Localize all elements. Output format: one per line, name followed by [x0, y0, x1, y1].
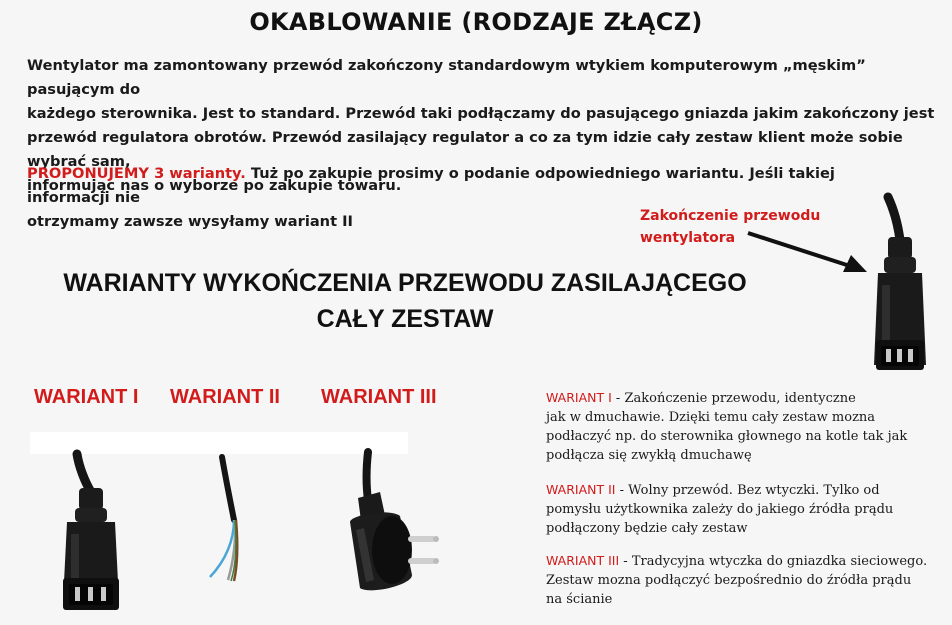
- variants-heading-line: WARIANTY WYKOŃCZENIA PRZEWODU ZASILAJĄCEGO: [63, 269, 747, 297]
- intro-line: informując nas o wyborze po zakupie towaru.: [27, 177, 402, 194]
- variant-1-description-label: WARIANT I: [546, 390, 612, 405]
- variant-3-description: [546, 551, 927, 609]
- proposal-line-2: otrzymamy zawsze wysyłamy wariant II: [27, 213, 353, 230]
- intro-line: Wentylator ma zamontowany przewód zakończony standardowym wtykiem komputerowym „męskim” pasującym do: [27, 57, 866, 98]
- variant-1-connector-image: [55, 452, 135, 617]
- variant-3-plug-image: [330, 450, 450, 600]
- intro-line: przewód regulatora obrotów. Przewód zasilający regulator a co za tym idzie cały zestaw klient może sobie wybrać sam,: [27, 129, 903, 170]
- variant-3-description-label: WARIANT III: [546, 553, 620, 568]
- variant-3-label: WARIANT III: [321, 386, 437, 408]
- description-line: podłaczyć np. do sterownika głownego na kotle tak jak: [546, 429, 908, 444]
- page-title: OKABLOWANIE (RODZAJE ZŁĄCZ): [249, 8, 703, 36]
- description-line: Zestaw mozna podłączyć bezpośrednio do źródła prądu: [546, 573, 912, 588]
- iec-connector-image: [860, 195, 940, 390]
- variants-heading-line: CAŁY ZESTAW: [316, 305, 494, 333]
- variant-2-description-label: WARIANT II: [546, 482, 616, 497]
- description-line: podłącza się zwykłą dmuchawę: [546, 448, 752, 463]
- description-line: pomysłu użytkownika zależy do jakiego źródła prądu: [546, 502, 894, 517]
- proposal-text: Tuż po zakupie prosimy o podanie odpowiedniego wariantu. Jeśli takiej informacji nie: [27, 165, 835, 206]
- proposal-line-1: [27, 162, 907, 210]
- variant-1-description: [546, 388, 907, 465]
- description-line: - Wolny przewód. Bez wtyczki. Tylko od: [615, 483, 880, 498]
- variant-2-description: [546, 480, 893, 538]
- fan-label-line: Zakończenie przewodu: [640, 208, 821, 224]
- variant-2-bare-wire-image: [200, 455, 260, 585]
- variant-2-label: WARIANT II: [170, 386, 280, 408]
- description-line: - Zakończenie przewodu, identyczne: [611, 391, 856, 406]
- fan-label-line: wentylatora: [640, 230, 736, 246]
- proposal-highlight: PROPONUJEMY 3 warianty.: [27, 165, 246, 182]
- description-line: - Tradycyjna wtyczka do gniazdka sieciowego.: [619, 554, 928, 569]
- description-line: jak w dmuchawie. Dzięki temu cały zestaw mozna: [546, 410, 876, 425]
- variant-1-label: WARIANT I: [34, 386, 139, 408]
- description-line: podłączony będzie cały zestaw: [546, 521, 748, 536]
- description-line: na ścianie: [546, 592, 613, 607]
- intro-line: każdego sterownika. Jest to standard. Przewód taki podłączamy do pasującego gniazda jakim zakończony jest: [27, 105, 935, 122]
- variants-heading: [25, 265, 785, 337]
